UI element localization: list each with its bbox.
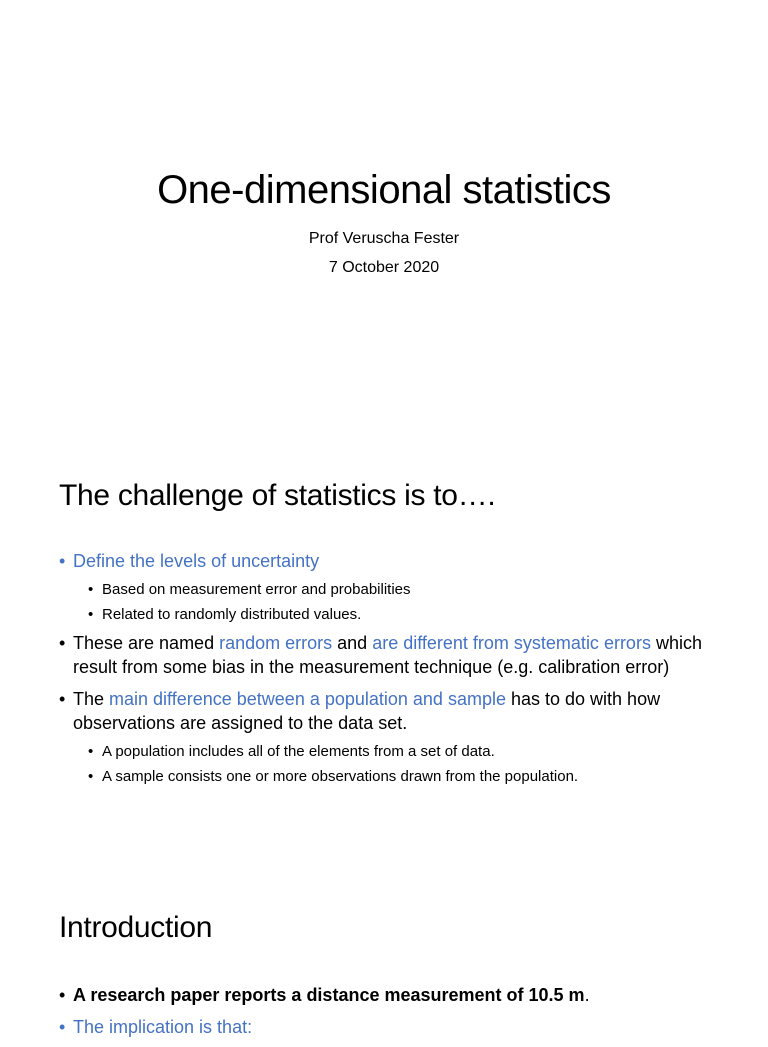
bullet-icon: •	[59, 1017, 66, 1037]
list-item	[59, 687, 719, 789]
bullet-text-part: has to do with how observations are assigned to the data set.	[73, 689, 661, 733]
bullet-icon: •	[59, 689, 66, 709]
challenge-slide	[0, 432, 768, 864]
sub-list-item	[73, 739, 719, 764]
sub-bullet-text: Related to randomly distributed values.	[102, 606, 362, 623]
list-item	[59, 631, 719, 679]
bullet-icon: •	[88, 768, 94, 785]
slide-heading: Introduction	[59, 911, 213, 944]
bullet-icon: •	[59, 551, 66, 571]
sub-list-item	[73, 577, 719, 602]
bullet-icon: •	[59, 633, 66, 653]
bullet-icon: •	[88, 581, 94, 598]
sub-bullet-list	[73, 739, 719, 789]
bullet-text: A research paper reports a distance measurement of 10.5 m	[73, 985, 585, 1005]
sub-list-item	[73, 764, 719, 789]
sub-bullet-text: A population includes all of the elements from a set of data.	[102, 743, 495, 760]
list-item	[59, 1015, 719, 1039]
title-slide	[0, 0, 768, 432]
presentation-date: 7 October 2020	[328, 259, 440, 276]
sub-bullet-text: Based on measurement error and probabilities	[102, 581, 411, 598]
bullet-icon: •	[88, 743, 94, 760]
bullet-text-part: The	[73, 689, 110, 709]
highlight-random-errors: random errors	[219, 633, 333, 653]
sub-list-item	[73, 602, 719, 627]
presentation-title: One-dimensional statistics	[157, 168, 611, 212]
bullet-list	[59, 983, 719, 1047]
sub-bullet-list	[73, 577, 719, 627]
bullet-text-part: which result from some bias in the measurement technique (e.g. calibration error)	[73, 633, 702, 677]
list-item	[59, 549, 719, 627]
highlight-systematic-errors: are different from systematic errors	[372, 633, 651, 653]
bullet-list	[59, 549, 719, 793]
bullet-text-part: and	[332, 633, 373, 653]
author-name: Prof Veruscha Fester	[308, 230, 460, 247]
bullet-text: The implication is that:	[73, 1017, 253, 1037]
highlight-population-sample: main difference between a population and sample	[109, 689, 506, 709]
bullet-icon: •	[88, 606, 94, 623]
list-item	[59, 983, 719, 1007]
bullet-text-end: .	[584, 985, 590, 1005]
bullet-text: Define the levels of uncertainty	[73, 551, 320, 571]
bullet-text-part: These are named	[73, 633, 220, 653]
bullet-icon: •	[59, 985, 66, 1005]
sub-bullet-text: A sample consists one or more observations drawn from the population.	[102, 768, 579, 785]
introduction-slide	[0, 864, 768, 1037]
slide-heading: The challenge of statistics is to….	[59, 479, 496, 512]
